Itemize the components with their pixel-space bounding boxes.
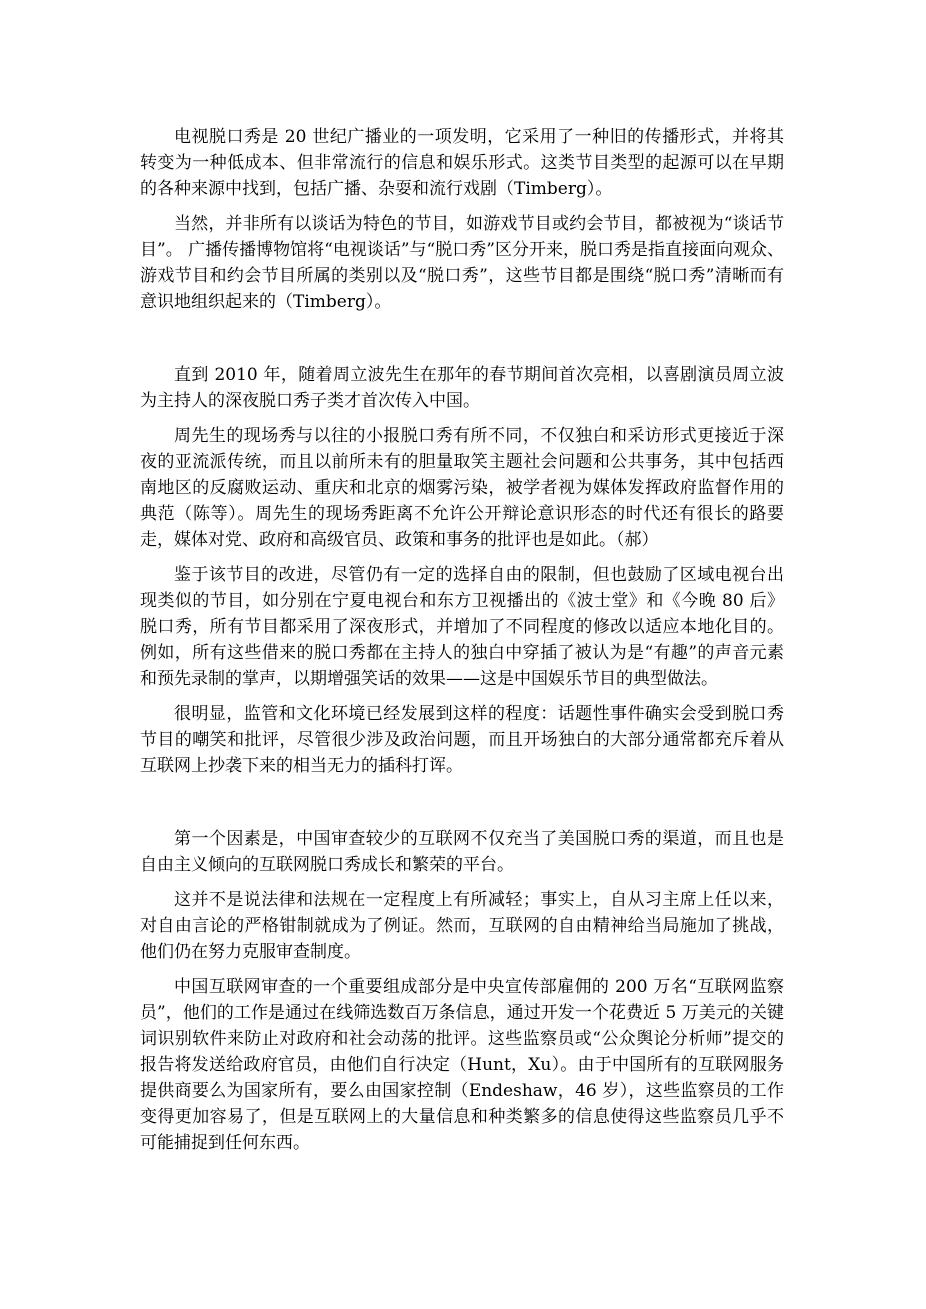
section-divider [140, 788, 784, 826]
paragraph: 这并不是说法律和法规在一定程度上有所减轻；事实上，自从习主席上任以来，对自由言论的严格钳制就成为了例证。然而，互联网的自由精神给当局施加了挑战，他们仍在努力克服审查制度。 [140, 890, 784, 962]
paragraph: 中国互联网审查的一个重要组成部分是中央宣传部雇佣的 200 万名“互联网监察员”，他们的工作是通过在线筛选数百万条信息，通过开发一个花费近 5 万美元的关键词识别软件来防止对政府和社会动荡的批评。这些监察员或“公众舆论分析师”提交的报告将发送给政府官员，由他们自行决定（Hunt，Xu）。由于中国所有的互联网服务提供商要么为国家所有，要么由国家控制（Endeshaw，46 岁），这些监察员的工作变得更加容易了，但是互联网上的大量信息和种类繁多的信息使得这些监察员几乎不可能捕捉到任何东西。 [140, 977, 784, 1153]
paragraph: 直到 2010 年，随着周立波先生在那年的春节期间首次亮相，以喜剧演员周立波为主持人的深夜脱口秀子类才首次传入中国。 [140, 365, 784, 411]
paragraph: 很明显，监管和文化环境已经发展到这样的程度：话题性事件确实会受到脱口秀节目的嘲笑和批评，尽管很少涉及政治问题，而且开场独白的大部分通常都充斥着从互联网上抄袭下来的相当无力的插科打诨。 [140, 704, 784, 776]
section-divider [140, 324, 784, 362]
paragraph: 鉴于该节目的改进，尽管仍有一定的选择自由的限制，但也鼓励了区域电视台出现类似的节目，如分别在宁夏电视台和东方卫视播出的《波士堂》和《今晚 80 后》脱口秀，所有节目都采用了深夜形式，并增加了不同程度的修改以适应本地化目的。例如，所有这些借来的脱口秀都在主持人的独白中穿插了被认为是“有趣”的声音元素和预先录制的掌声，以期增强笑话的效果——这是中国娱乐节目的典型做法。 [140, 565, 784, 689]
section-internet-censorship [140, 826, 784, 1156]
paragraph: 周先生的现场秀与以往的小报脱口秀有所不同，不仅独白和采访形式更接近于深夜的亚流派传统，而且以前所未有的胆量取笑主题社会问题和公共事务，其中包括西南地区的反腐败运动、重庆和北京的烟雾污染，被学者视为媒体发挥政府监督作用的典范（陈等）。周先生的现场秀距离不允许公开辩论意识形态的时代还有很长的路要走，媒体对党、政府和高级官员、政策和事务的批评也是如此。（郝） [140, 426, 784, 550]
section-talk-show-origins [140, 124, 784, 315]
document-body [140, 124, 784, 1165]
paragraph: 第一个因素是，中国审查较少的互联网不仅充当了美国脱口秀的渠道，而且也是自由主义倾向的互联网脱口秀成长和繁荣的平台。 [140, 829, 784, 875]
section-talk-show-in-china [140, 362, 784, 779]
paragraph: 电视脱口秀是 20 世纪广播业的一项发明，它采用了一种旧的传播形式，并将其转变为一种低成本、但非常流行的信息和娱乐形式。这类节目类型的起源可以在早期的各种来源中找到，包括广播、杂耍和流行戏剧（Timberg）。 [140, 127, 784, 199]
paragraph: 当然，并非所有以谈话为特色的节目，如游戏节目或约会节目，都被视为“谈话节目”。 广播传播博物馆将“电视谈话”与“脱口秀”区分开来，脱口秀是指直接面向观众、游戏节目和约会节目所属的类别以及“脱口秀”，这些节目都是围绕“脱口秀”清晰而有意识地组织起来的（Timberg）。 [140, 214, 784, 312]
